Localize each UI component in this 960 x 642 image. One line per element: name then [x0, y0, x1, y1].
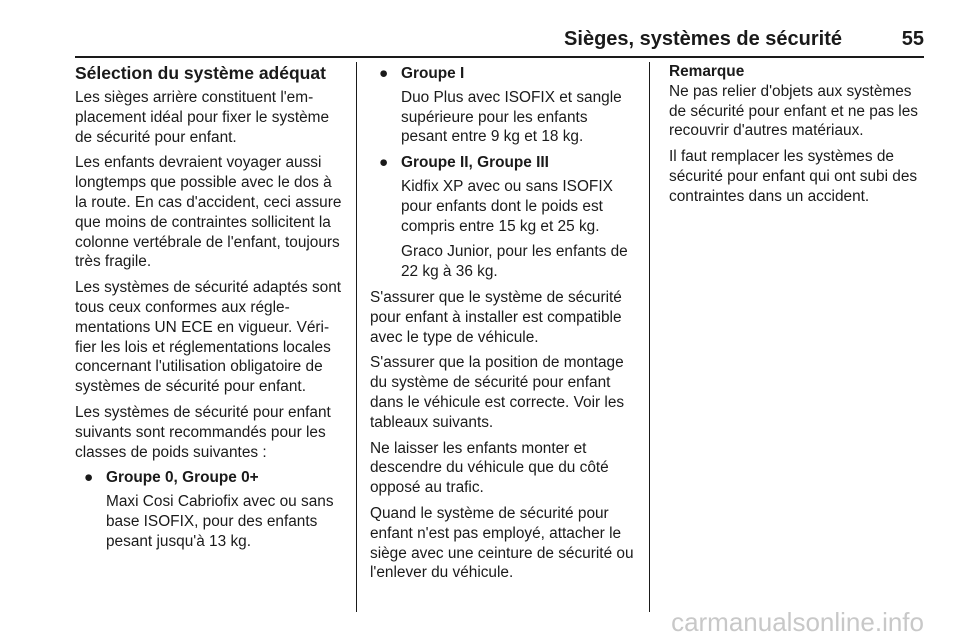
column-1: [75, 62, 345, 558]
section-title: Sièges, systèmes de sécurité: [564, 28, 842, 50]
paragraph: Les systèmes de sécurité adaptés sont tous ceux conformes aux réglementations UN ECE en vigueur. Vérifier les lois et réglementations locales concernant l'utilisation obligatoire de systèmes de sécurité pour enfant.: [75, 279, 342, 396]
bullet-text: Duo Plus avec ISOFIX et sangle supérieure pour les enfants pesant entre 9 kg et 18 kg.: [401, 88, 622, 146]
column-divider-1: [356, 62, 357, 612]
paragraph: Ne laisser les enfants monter et descendre du véhicule que du côté opposé au trafic.: [370, 439, 609, 497]
column-2: [370, 62, 636, 589]
remark-title: Remarque: [669, 63, 745, 80]
page-number: 55: [901, 28, 924, 50]
bullet-item-group-1: [370, 64, 636, 147]
header-rule: [75, 56, 924, 58]
section-heading: Sélection du système adéquat: [75, 63, 326, 83]
watermark: carmanualsonline.info: [671, 607, 924, 637]
bullet-icon: ●: [379, 65, 389, 82]
bullet-icon: ●: [379, 154, 389, 172]
page-header: [0, 0, 960, 58]
paragraph: S'assurer que le système de sécurité pour enfant à installer est compatible avec le type de véhicule.: [370, 288, 622, 346]
paragraph: S'assurer que la position de montage du système de sécurité pour enfant dans le véhicule est correcte. Voir les tableaux suivants.: [370, 354, 625, 431]
bullet-text: Graco Junior, pour les enfants de 22 kg à 36 kg.: [401, 243, 628, 281]
paragraph: Quand le système de sécurité pour enfant n'est pas employé, attacher le siège avec une ceinture de sécurité ou l'enlever du véhicule.: [370, 504, 634, 582]
remark-block: [669, 62, 931, 141]
bullet-icon: ●: [84, 469, 94, 487]
bullet-item-group-0: [75, 468, 345, 551]
bullet-text: Kidfix XP avec ou sans ISOFIX pour enfants dont le poids est compris entre 15 kg et 25 kg.: [401, 177, 613, 235]
bullet-text: Maxi Cosi Cabriofix avec ou sans base ISOFIX, pour des enfants pesant jusqu'à 13 kg.: [106, 493, 334, 550]
bullet-title: Groupe 0, Groupe 0+: [106, 469, 259, 487]
column-3: [669, 62, 931, 213]
paragraph: Les systèmes de sécurité pour enfant suivants sont recommandés pour les classes de poids suivantes :: [75, 403, 331, 461]
bullet-title: Groupe I: [401, 65, 465, 82]
paragraph: Les sièges arrière constituent l'emplacement idéal pour fixer le système de sécurité pour enfant.: [75, 89, 330, 146]
paragraph: Il faut remplacer les systèmes de sécurité pour enfant qui ont subi des contraintes dans un accident.: [669, 148, 918, 205]
column-divider-2: [649, 62, 650, 612]
bullet-item-group-2-3: [370, 153, 636, 282]
paragraph: Les enfants devraient voyager aussi longtemps que possible avec le dos à la route. En cas d'accident, ceci assure que moins de contraintes sollicitent la colonne vertébrale de l'enfant, toujours très fragile.: [75, 154, 342, 271]
bullet-title: Groupe II, Groupe III: [401, 154, 549, 172]
remark-text: Ne pas relier d'objets aux systèmes de sécurité pour enfant et ne pas les recouvrir d'autres matériaux.: [669, 82, 918, 140]
